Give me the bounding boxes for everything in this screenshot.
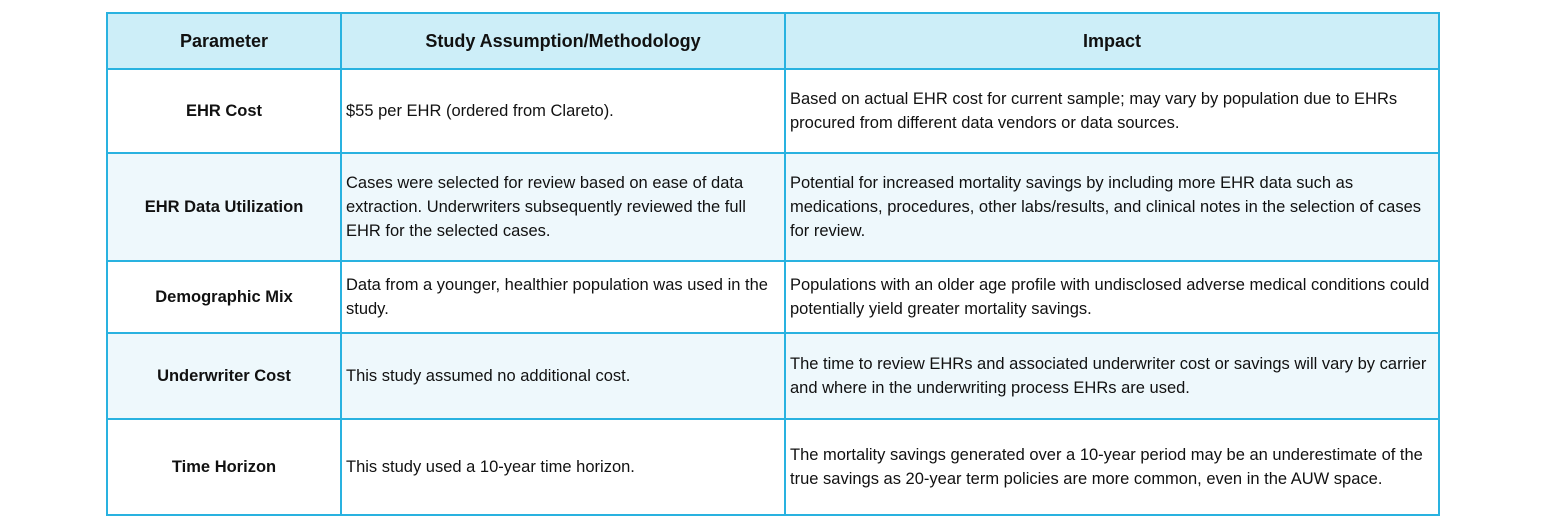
table-row [107,333,1439,419]
table-row [107,69,1439,153]
parameter-cell: Demographic Mix [107,261,341,333]
parameter-cell: Time Horizon [107,419,341,515]
table-row [107,261,1439,333]
impact-cell: Populations with an older age profile with undisclosed adverse medical conditions could potentially yield greater mortality savings. [785,261,1439,333]
assumption-cell: $55 per EHR (ordered from Clareto). [341,69,785,153]
assumptions-table-container [106,12,1440,516]
parameter-cell: EHR Data Utilization [107,153,341,261]
parameter-cell: EHR Cost [107,69,341,153]
table-header-row [107,13,1439,69]
header-impact: Impact [785,13,1439,69]
assumption-cell: Cases were selected for review based on ease of data extraction. Underwriters subsequently reviewed the full EHR for the selected cases. [341,153,785,261]
impact-cell: The mortality savings generated over a 10-year period may be an underestimate of the true savings as 20-year term policies are more common, even in the AUW space. [785,419,1439,515]
parameter-cell: Underwriter Cost [107,333,341,419]
impact-cell: Potential for increased mortality savings by including more EHR data such as medications, procedures, other labs/results, and clinical notes in the selection of cases for review. [785,153,1439,261]
impact-cell: Based on actual EHR cost for current sample; may vary by population due to EHRs procured from different data vendors or data sources. [785,69,1439,153]
assumption-cell: This study assumed no additional cost. [341,333,785,419]
header-parameter: Parameter [107,13,341,69]
table-row [107,419,1439,515]
table-row [107,153,1439,261]
header-assumption: Study Assumption/Methodology [341,13,785,69]
impact-cell: The time to review EHRs and associated underwriter cost or savings will vary by carrier and where in the underwriting process EHRs are used. [785,333,1439,419]
assumption-cell: This study used a 10-year time horizon. [341,419,785,515]
assumption-cell: Data from a younger, healthier population was used in the study. [341,261,785,333]
assumptions-table [106,12,1440,516]
